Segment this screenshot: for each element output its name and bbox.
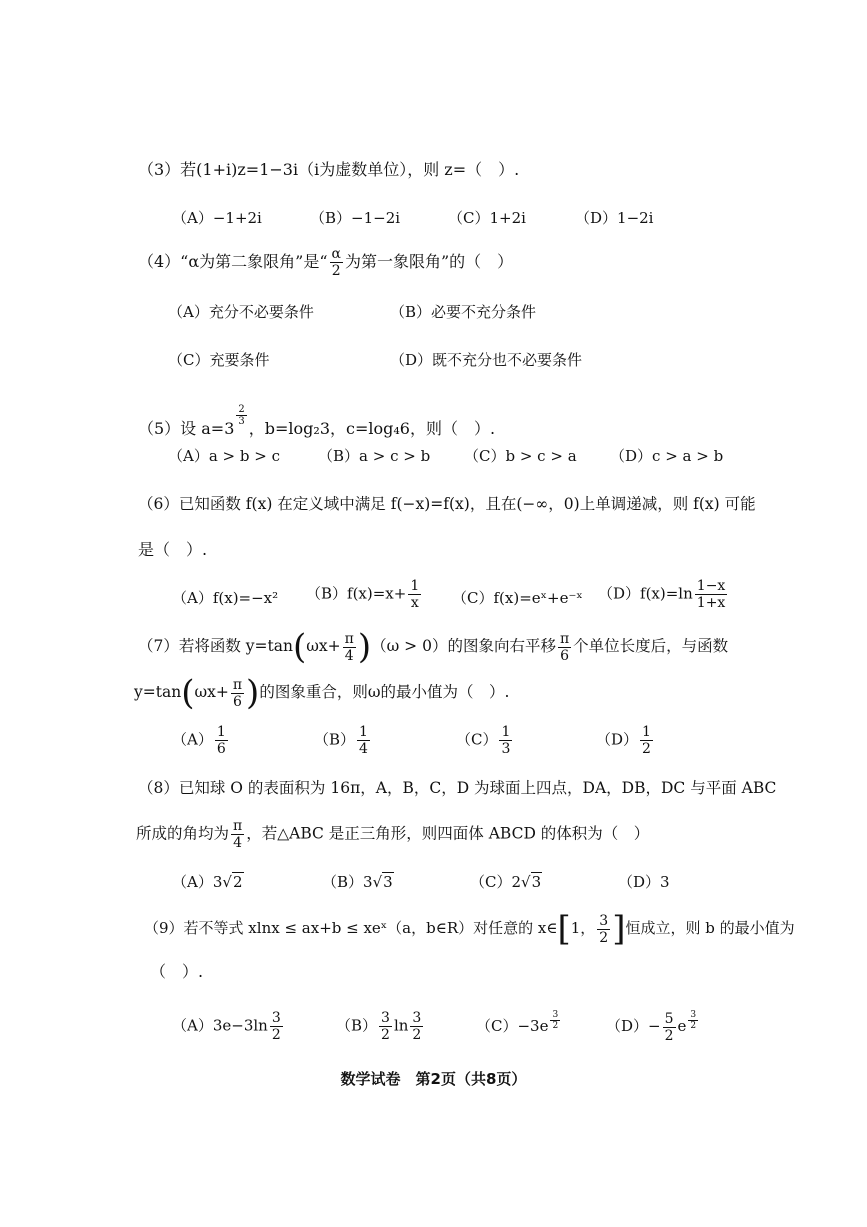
q4-option-b: （B）必要不充分条件 — [390, 303, 537, 321]
q9-option-d: （D）− $\frac{5}{2}$ e $\frac{3}{2}$ — [606, 1010, 697, 1044]
q4-option-d: （D）既不充分也不必要条件 — [390, 351, 583, 369]
pi-over-4-fraction: $\frac{\pi}{4}$ — [344, 630, 354, 664]
q9-option-a: （A）3e−3ln $\frac{3}{2}$ — [172, 1010, 281, 1043]
q3-option-d: （D）1−2i — [575, 209, 654, 227]
pi-over-4-fraction: $\frac{\pi}{4}$ — [233, 818, 243, 851]
q8-option-c: （C）2√3 — [470, 873, 542, 891]
three-halves-fraction: $\frac{3}{2}$ — [599, 912, 609, 946]
one-over-x-fraction: $\frac{1}{x}$ — [410, 578, 420, 611]
q5-option-d: （D）c > a > b — [610, 447, 724, 465]
question-8-stem-line1: （8）已知球 O 的表面积为 16π，A，B，C，D 为球面上四点，DA，DB，DC 与平面 ABC — [138, 779, 777, 797]
question-3-stem: （3）若(1+i)z=1−3i（i为虚数单位），则 z=（ ）. — [138, 160, 520, 179]
q5-option-b: （B）a > c > b — [318, 447, 431, 465]
q3-option-b: （B）−1−2i — [310, 209, 401, 227]
q3-option-c: （C）1+2i — [448, 209, 526, 227]
log-fraction: $\frac{1-x}{1+x}$ — [696, 578, 726, 611]
question-7-stem-line1: （7）若将函数 y=tan(ωx+ $\frac{\pi}{4}$ )（ω > 0）的图象向右平移 $\frac{\pi}{6}$ 个单位长度后，与函数 — [138, 627, 729, 667]
question-4-stem: （4）“α为第二象限角”是“ $\frac{\alpha}{2}$ 为第一象限角”的（ ） — [138, 246, 514, 279]
question-7-stem-line2: y=tan(ωx+ $\frac{\pi}{6}$ )的图象重合，则ω的最小值为（ ）. — [134, 673, 510, 713]
q6-option-d: （D）f(x)=ln $\frac{1-x}{1+x}$ — [598, 578, 726, 611]
question-6-stem-line1: （6）已知函数 f(x) 在定义域中满足 f(−x)=f(x)，且在(−∞，0)上单调递减，则 f(x) 可能 — [138, 495, 756, 513]
q9-option-b: （B） $\frac{3}{2}$ ln $\frac{3}{2}$ — [336, 1010, 422, 1043]
q8-option-d: （D）3 — [618, 873, 670, 891]
q3-option-a: （A）−1+2i — [172, 209, 262, 227]
question-5-stem: （5）设 a=3 $\frac{2}{3}$ ，b=log₂3，c=log₄6，则（ ）. — [138, 404, 496, 438]
q4-option-c: （C）充要条件 — [168, 351, 270, 369]
q8-option-b: （B）3√3 — [322, 873, 393, 891]
question-9-stem-line2: （ ）. — [150, 962, 204, 981]
pi-over-6-fraction: $\frac{\pi}{6}$ — [232, 676, 243, 710]
q5-option-c: （C）b > c > a — [464, 447, 577, 465]
question-9-stem-line1: （9）若不等式 xlnx ≤ ax+b ≤ xeˣ（a，b∈R）对任意的 x∈[1， $\frac{3}{2}$ ]恒成立，则 b 的最小值为 — [144, 909, 795, 949]
pi-over-6-fraction: $\frac{\pi}{6}$ — [559, 630, 570, 664]
q6-option-b: （B）f(x)=x+ $\frac{1}{x}$ — [306, 578, 420, 611]
q6-option-c: （C）f(x)=eˣ+e⁻ˣ — [452, 589, 583, 607]
q8-option-a: （A）3√2 — [172, 873, 243, 891]
exponent-fraction: $\frac{2}{3}$ — [238, 404, 245, 427]
q6-option-a: （A）f(x)=−x² — [172, 589, 279, 607]
q7-option-d: （D） $\frac{1}{2}$ — [596, 724, 651, 757]
q4-option-a: （A）充分不必要条件 — [168, 303, 314, 321]
page-footer: 数学试卷 第2页（共8页） — [340, 1070, 527, 1088]
q7-option-b: （B） $\frac{1}{4}$ — [314, 724, 368, 757]
q5-option-a: （A）a > b > c — [168, 447, 280, 465]
question-6-stem-line2: 是（ ）. — [138, 540, 208, 559]
q7-option-a: （A） $\frac{1}{6}$ — [172, 724, 226, 757]
q9-option-c: （C）−3e $\frac{3}{2}$ — [476, 1010, 559, 1035]
q7-option-c: （C） $\frac{1}{3}$ — [456, 724, 511, 757]
alpha-over-2-fraction: $\frac{\alpha}{2}$ — [331, 246, 341, 279]
question-8-stem-line2: 所成的角均为 $\frac{\pi}{4}$ ，若△ABC 是正三角形，则四面体 ABCD 的体积为（ ） — [136, 818, 650, 851]
